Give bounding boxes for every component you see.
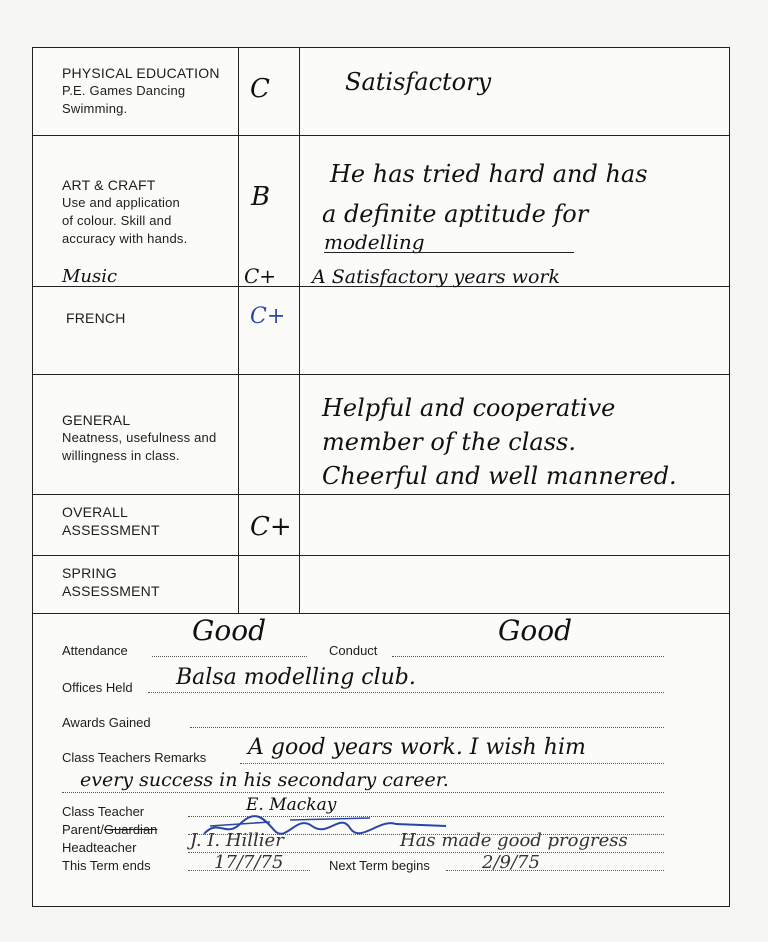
subject-general-desc1: Neatness, usefulness and <box>62 430 217 445</box>
subject-pe-desc1: P.E. Games Dancing <box>62 83 186 98</box>
remarks-dotted-line-2 <box>62 792 664 793</box>
grade-pe: C <box>250 74 270 104</box>
grade-french: C+ <box>250 304 286 329</box>
parent-label <box>62 822 157 837</box>
term-ends-value: 17/7/75 <box>214 852 284 873</box>
remark-art-underline <box>324 252 574 253</box>
row-divider-4 <box>32 494 730 495</box>
next-term-dotted-line <box>446 870 664 871</box>
attendance-label: Attendance <box>62 643 128 658</box>
term-ends-label: This Term ends <box>62 858 151 873</box>
subject-general-title: GENERAL <box>62 412 131 428</box>
class-teacher-signature: E. Mackay <box>246 795 337 815</box>
offices-value: Balsa modelling club. <box>176 665 416 690</box>
conduct-value: Good <box>498 614 573 647</box>
remarks-line2: every success in his secondary career. <box>80 769 449 791</box>
subject-spring <box>62 564 160 600</box>
remark-art-line2: a definite aptitude for <box>322 200 589 228</box>
subject-overall-title2: ASSESSMENT <box>62 522 160 538</box>
subject-pe-title: PHYSICAL EDUCATION <box>62 65 220 81</box>
remark-art-line3: modelling <box>324 230 425 254</box>
awards-dotted-line <box>190 727 664 728</box>
row-divider-1 <box>32 135 730 136</box>
subject-overall-title1: OVERALL <box>62 504 128 520</box>
subject-music-title: Music <box>62 266 118 287</box>
guardian-label-struck: Guardian <box>103 822 158 837</box>
conduct-dotted-line <box>392 656 664 657</box>
remark-general-line1: Helpful and cooperative <box>322 394 616 422</box>
remark-pe: Satisfactory <box>345 68 492 96</box>
remarks-label: Class Teachers Remarks <box>62 750 207 765</box>
subject-general <box>62 411 216 465</box>
subject-spring-title1: SPRING <box>62 565 117 581</box>
offices-dotted-line <box>148 692 664 693</box>
row-divider-6 <box>32 613 730 614</box>
grade-overall: C+ <box>250 512 292 542</box>
subject-art-title: ART & CRAFT <box>62 177 156 193</box>
headteacher-remark: Has made good progress <box>400 830 628 851</box>
subject-overall <box>62 503 160 539</box>
column-divider-1 <box>238 47 239 614</box>
subject-art-desc3: accuracy with hands. <box>62 231 188 246</box>
row-divider-3 <box>32 374 730 375</box>
remarks-dotted-line-1 <box>240 763 664 764</box>
remark-general-line3: Cheerful and well mannered. <box>322 462 677 490</box>
attendance-dotted-line <box>152 656 307 657</box>
awards-label: Awards Gained <box>62 715 151 730</box>
column-divider-2 <box>299 47 300 614</box>
attendance-value: Good <box>192 614 267 647</box>
class-teacher-label: Class Teacher <box>62 804 145 819</box>
next-term-label: Next Term begins <box>329 858 430 873</box>
remarks-line1: A good years work. I wish him <box>248 735 586 760</box>
subject-spring-title2: ASSESSMENT <box>62 583 160 599</box>
headteacher-label: Headteacher <box>62 840 137 855</box>
remark-music: A Satisfactory years work <box>312 266 560 288</box>
row-divider-5 <box>32 555 730 556</box>
subject-art <box>62 176 187 248</box>
next-term-value: 2/9/75 <box>482 852 540 873</box>
subject-general-desc2: willingness in class. <box>62 448 180 463</box>
grade-music: C+ <box>244 264 277 288</box>
subject-pe-desc2: Swimming. <box>62 101 128 116</box>
remark-general-line2: member of the class. <box>322 428 576 456</box>
subject-art-desc2: of colour. Skill and <box>62 213 172 228</box>
parent-label-text: Parent/ <box>62 822 104 837</box>
remark-art-line1: He has tried hard and has <box>330 160 648 188</box>
conduct-label: Conduct <box>329 643 378 658</box>
headteacher-signature: J. I. Hillier <box>190 830 284 851</box>
subject-pe <box>62 64 220 118</box>
offices-label: Offices Held <box>62 680 133 695</box>
subject-art-desc1: Use and application <box>62 195 180 210</box>
grade-art: B <box>251 182 271 212</box>
subject-french-title: FRENCH <box>66 310 126 326</box>
